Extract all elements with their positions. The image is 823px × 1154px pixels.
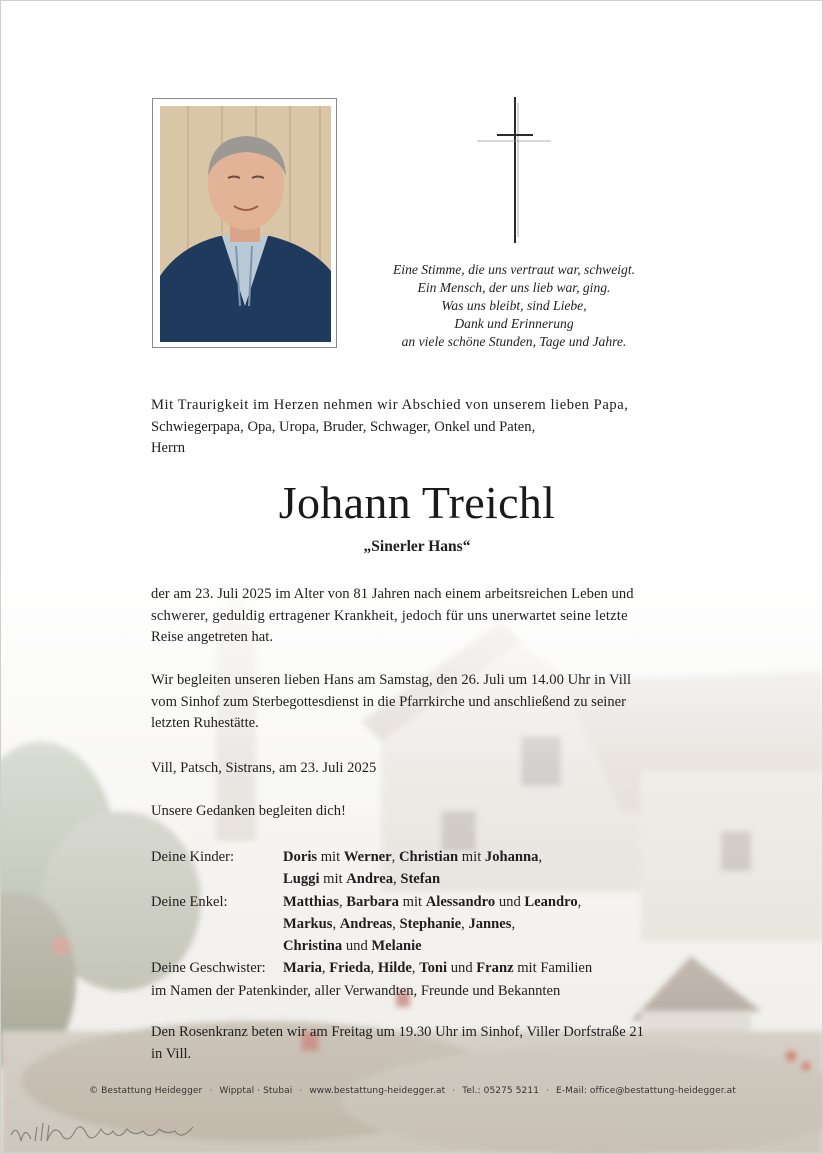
rosary-line: in Vill. — [151, 1045, 192, 1062]
connector-text: , — [538, 849, 543, 865]
family-member-name: Stephanie — [399, 915, 462, 932]
poem-line: Dank und Erinnerung — [454, 316, 574, 331]
cross-icon — [477, 97, 553, 243]
family-member-name: Werner — [343, 849, 392, 865]
family-member-name: Barbara — [346, 893, 399, 910]
connector-text: und — [495, 893, 525, 910]
footer-website-link[interactable]: www.bestattung-heidegger.at — [309, 1086, 446, 1096]
portrait-photo — [152, 98, 337, 348]
painter-signature — [9, 1113, 199, 1153]
intro-line: Herrn — [151, 440, 186, 456]
family-row — [151, 913, 711, 935]
closing-line — [151, 801, 683, 823]
deceased-name: Johann Treichl — [278, 477, 556, 528]
paragraph-line: schwerer, geduldig ertragener Krankheit, jedoch für uns unerwartet seine letzte — [151, 607, 628, 624]
grandchildren-names — [283, 935, 422, 957]
poem-line: an viele schöne Stunden, Tage und Jahre. — [401, 334, 627, 349]
intro-line: Schwiegerpapa, Opa, Uropa, Bruder, Schwager, Onkel und Paten, — [151, 418, 536, 435]
family-member-name: Leandro — [524, 893, 578, 910]
connector-text: , — [393, 871, 401, 888]
connector-text: , — [411, 960, 420, 977]
funeral-paragraph — [151, 670, 683, 735]
family-member-name: Melanie — [371, 938, 422, 955]
grandchildren-names — [283, 891, 581, 913]
family-row — [151, 957, 711, 979]
poem-line: Ein Mensch, der uns lieb war, ging. — [417, 280, 611, 295]
connector-text: mit — [319, 871, 347, 888]
connector-text: , — [461, 915, 469, 932]
family-row — [151, 846, 711, 868]
paragraph-line: vom Sinhof zum Sterbegottesdienst in die Pfarrkirche und anschließend zu seiner — [151, 693, 626, 710]
connector-text: mit Familien — [513, 960, 593, 977]
family-member-name: Andreas — [339, 915, 393, 932]
connector-text: , — [321, 960, 330, 977]
grandchildren-names — [283, 913, 515, 935]
place-date — [151, 758, 683, 780]
family-member-name: Luggi — [283, 871, 320, 888]
family-member-name: Toni — [419, 960, 448, 977]
connector-text: und — [342, 938, 372, 955]
others-text: im Namen der Patenkinder, aller Verwandten, Freunde und Bekannten — [151, 982, 561, 999]
footer-copyright: © Bestattung Heidegger — [89, 1086, 203, 1096]
death-notice-paragraph — [151, 584, 683, 649]
paragraph-line: Reise angetreten hat. — [151, 629, 273, 645]
family-row — [151, 980, 711, 1002]
connector-text: , — [332, 915, 340, 932]
paragraph-line: der am 23. Juli 2025 im Alter von 81 Jahren nach einem arbeitsreichen Leben und — [151, 586, 634, 602]
footer-email-link[interactable]: E-Mail: office@bestattung-heidegger.at — [556, 1086, 736, 1096]
family-member-name: Johanna — [484, 849, 539, 865]
poem — [353, 261, 675, 351]
siblings-names — [283, 957, 592, 979]
family-member-name: Christian — [398, 849, 459, 865]
connector-text: und — [447, 960, 477, 977]
family-member-name: Jannes — [468, 915, 512, 932]
rosary-line: Den Rosenkranz beten wir am Freitag um 19.30 Uhr im Sinhof, Viller Dorfstraße 21 — [151, 1024, 644, 1040]
family-member-name: Franz — [476, 960, 514, 977]
connector-text: mit — [317, 849, 344, 865]
siblings-label: Deine Geschwister: — [151, 960, 266, 977]
connector-text: , — [370, 960, 378, 977]
family-member-name: Alessandro — [425, 893, 496, 910]
children-label: Deine Kinder: — [151, 849, 235, 865]
family-member-name: Stefan — [400, 871, 441, 888]
footer: © Bestattung Heidegger · Wipptal · Stubai · www.bestattung-heidegger.at · Tel.: 05275 5211 · E-Mail: office@bestattung-heidegger.at — [89, 1086, 736, 1096]
children-names — [283, 868, 440, 890]
poem-line: Was uns bleibt, sind Liebe, — [441, 298, 587, 313]
footer-region: Wipptal · Stubai — [219, 1086, 293, 1096]
family-member-name: Markus — [283, 915, 333, 932]
rosary-notice — [151, 1022, 683, 1065]
deceased-nickname: „Sinerler Hans“ — [363, 538, 471, 555]
connector-text: , — [392, 915, 400, 932]
closing-text: Unsere Gedanken begleiten dich! — [151, 803, 346, 819]
portrait-image — [160, 106, 331, 342]
family-row — [151, 891, 711, 913]
family-row — [151, 935, 711, 957]
family-row — [151, 868, 711, 890]
family-member-name: Christina — [283, 938, 343, 955]
family-list — [151, 846, 711, 1002]
connector-text: , — [511, 915, 516, 932]
family-member-name: Matthias — [283, 893, 339, 910]
intro-text — [151, 395, 683, 460]
grandchildren-label: Deine Enkel: — [151, 893, 228, 910]
connector-text: mit — [398, 893, 426, 910]
family-member-name: Frieda — [329, 960, 371, 977]
place-date-text: Vill, Patsch, Sistrans, am 23. Juli 2025 — [151, 760, 377, 776]
poem-line: Eine Stimme, die uns vertraut war, schweigt. — [392, 262, 636, 277]
children-names — [283, 846, 542, 868]
family-member-name: Maria — [283, 960, 322, 977]
paragraph-line: letzten Ruhestätte. — [151, 715, 259, 731]
family-member-name: Andrea — [346, 871, 394, 888]
connector-text: , — [391, 849, 399, 865]
connector-text: , — [338, 893, 347, 910]
connector-text: mit — [458, 849, 485, 865]
intro-line: Mit Traurigkeit im Herzen nehmen wir Abschied von unserem lieben Papa, — [151, 397, 629, 413]
paragraph-line: Wir begleiten unseren lieben Hans am Samstag, den 26. Juli um 14.00 Uhr in Vill — [151, 672, 632, 688]
footer-phone: Tel.: 05275 5211 — [462, 1086, 540, 1096]
family-member-name: Doris — [283, 849, 318, 865]
connector-text: , — [577, 893, 582, 910]
family-member-name: Hilde — [377, 960, 412, 977]
